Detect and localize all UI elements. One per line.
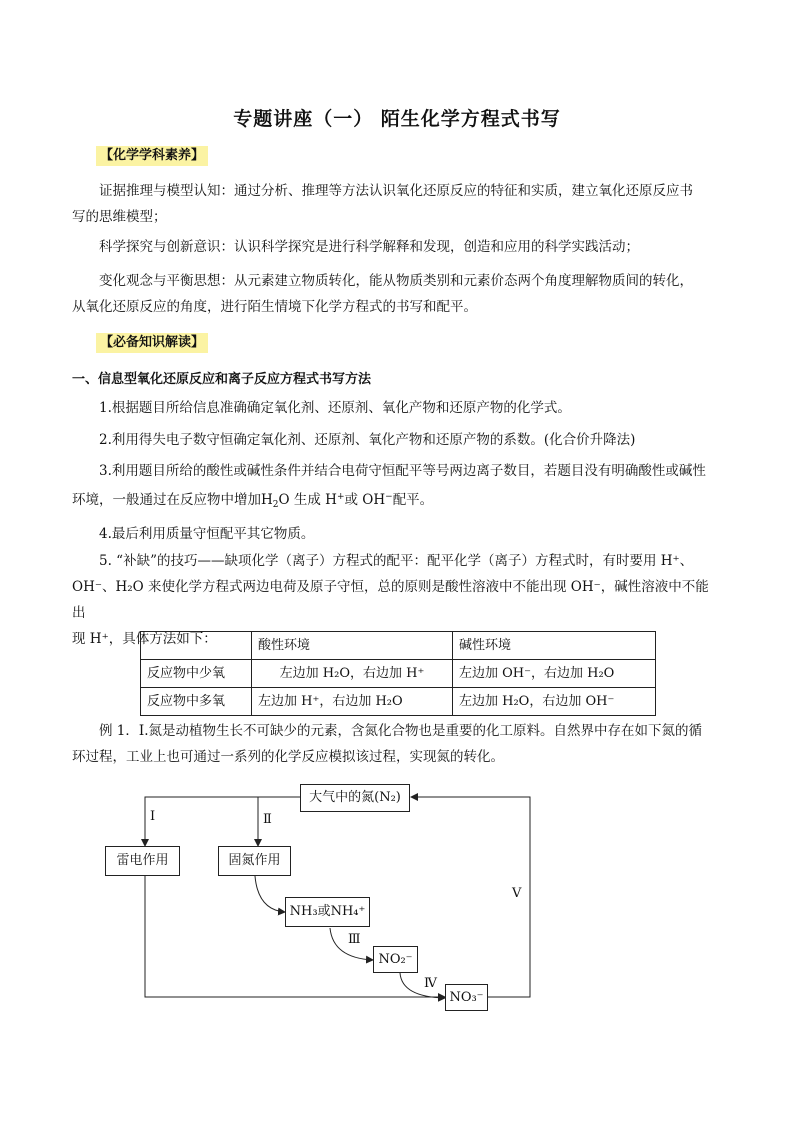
- method-item-3-line1: 3.利用题目所给的酸性或碱性条件并结合电荷守恒配平等号两边离子数目，若题目没有明确酸性或碱性: [99, 463, 706, 479]
- connector-n2-to-lightning: [145, 797, 300, 846]
- method-item-3-line2-a: 环境，一般通过在反应物中增加H: [72, 492, 273, 508]
- paragraph-evidence-line2: 写的思维模型；: [72, 209, 167, 225]
- connector-fixation-to-nh: [255, 876, 285, 912]
- section-tag-knowledge: 【必备知识解读】: [96, 333, 208, 353]
- method-item-5-line1: 5. “补缺”的技巧——缺项化学（离子）方程式的配平：配平化学（离子）方程式时，有时要用 H⁺、: [99, 553, 694, 569]
- no2-box: NO₂⁻: [373, 946, 418, 973]
- table-cell: 反应物中少氧: [141, 660, 252, 688]
- method-item-1-text: 1.根据题目所给信息准确确定氧化剂、还原剂、氧化产物和还原产物的化学式。: [99, 400, 571, 416]
- paragraph-inquiry: [72, 234, 722, 260]
- lightning-box: 雷电作用: [105, 846, 180, 876]
- table-cell: 左边加 H₂O，右边加 OH⁻: [453, 688, 656, 716]
- method-item-2: [72, 427, 722, 453]
- example-1-line2: 环过程，工业上也可通过一系列的化学反应模拟该过程，实现氮的转化。: [72, 749, 504, 765]
- connector-no2-to-no3: [400, 973, 445, 998]
- table-row: [141, 688, 656, 716]
- fixation-box: 固氮作用: [218, 846, 291, 876]
- oxygen-balance-table: [140, 631, 656, 716]
- table-header-cell: 酸性环境: [252, 632, 453, 660]
- table-header-cell: 碱性环境: [453, 632, 656, 660]
- connector-lightning-to-no3: [145, 876, 445, 997]
- label-step-3: Ⅲ: [348, 932, 361, 947]
- method-item-5-line3: 现 H⁺，具体方法如下：: [72, 631, 217, 647]
- paragraph-evidence: [72, 178, 722, 230]
- method-item-2-text: 2.利用得失电子数守恒确定氧化剂、还原剂、氧化产物和还原产物的系数。(化合价升降法): [99, 432, 636, 448]
- table-cell: 左边加 OH⁻，右边加 H₂O: [453, 660, 656, 688]
- page-title: 专题讲座（一） 陌生化学方程式书写: [233, 108, 561, 130]
- method-item-4-text: 4.最后利用质量守恒配平其它物质。: [99, 526, 315, 542]
- example-1: [72, 718, 722, 770]
- section-tag-literacy: 【化学学科素养】: [96, 146, 208, 166]
- method-item-4: [72, 521, 722, 547]
- paragraph-evidence-line1: 证据推理与模型认知：通过分析、推理等方法认识氧化还原反应的特征和实质，建立氧化还原反应书: [99, 183, 693, 199]
- method-item-3: [72, 458, 722, 518]
- nh-box: NH₃或NH₄⁺: [285, 897, 370, 927]
- paragraph-change-line2: 从氧化还原反应的角度，进行陌生情境下化学方程式的书写和配平。: [72, 299, 477, 315]
- table-cell: 反应物中多氧: [141, 688, 252, 716]
- table-row: [141, 660, 656, 688]
- method-heading: 一、信息型氧化还原反应和离子反应方程式书写方法: [72, 372, 372, 387]
- h-plus-superscript: +: [336, 492, 345, 502]
- table-header-row: [141, 632, 656, 660]
- method-item-1: [72, 395, 722, 421]
- paragraph-change-line1: 变化观念与平衡思想：从元素建立物质转化，能从物质类别和元素价态两个角度理解物质间的转化，: [99, 273, 693, 289]
- h2o-subscript: 2: [272, 500, 279, 510]
- table-header-cell: [141, 632, 252, 660]
- paragraph-inquiry-text: 科学探究与创新意识：认识科学探究是进行科学解释和发现，创造和应用的科学实践活动；: [99, 239, 639, 255]
- method-item-3-line2-c: 或 OH: [344, 492, 386, 508]
- label-step-2: Ⅱ: [263, 812, 272, 827]
- table-cell: 左边加 H₂O，右边加 H⁺: [252, 660, 453, 688]
- oh-minus-superscript: −: [385, 492, 393, 502]
- n2-box: 大气中的氮(N₂): [300, 784, 410, 812]
- table-cell: 左边加 H⁺，右边加 H₂O: [252, 688, 453, 716]
- label-step-4: Ⅳ: [424, 976, 437, 991]
- method-item-5-line2: OH⁻、H₂O 来使化学方程式两边电荷及原子守恒，总的原则是酸性溶液中不能出现 OH⁻，碱性溶液中不能出: [72, 579, 709, 621]
- paragraph-change: [72, 268, 722, 320]
- no3-box: NO₃⁻: [445, 984, 488, 1011]
- label-step-1: Ⅰ: [150, 809, 156, 824]
- example-1-line1: 例 1．I.氮是动植物生长不可缺少的元素，含氮化合物也是重要的化工原料。自然界中存在如下氮的循: [99, 723, 703, 739]
- method-item-3-line2-d: 配平。: [392, 492, 434, 508]
- method-item-3-line2-b: O 生成 H: [278, 492, 337, 508]
- label-step-5: Ⅴ: [512, 886, 522, 901]
